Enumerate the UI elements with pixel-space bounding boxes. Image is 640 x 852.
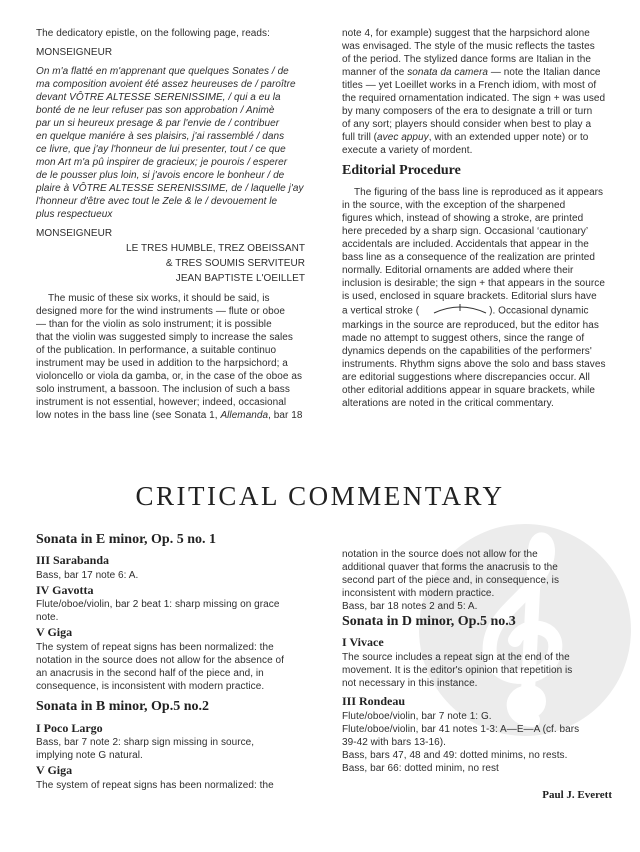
movement-heading: III Sarabanda (36, 553, 110, 567)
editorial-procedure-heading: Editorial Procedure (342, 163, 461, 178)
editorial-paragraph (342, 186, 606, 410)
closing-salutation: MONSEIGNEUR (36, 228, 113, 239)
salutation: MONSEIGNEUR (36, 47, 113, 58)
movement-note: Bass, bar 7 note 2: sharp sign missing in source, implying note G natural. (36, 737, 255, 761)
author-name: Paul J. Everett (542, 789, 612, 801)
sonata-2-heading: Sonata in B minor, Op.5 no.2 (36, 699, 209, 714)
style-paragraph (342, 27, 605, 157)
intro-lead: The dedicatory epistle, on the following page, reads: (36, 28, 270, 39)
italic-term: Allemanda (220, 410, 269, 421)
text-run: ). Occasional dynamic markings in the source are reproduced, but the editor has made no attempt to suggest others, since the range of dynamics depends on the capabilities of the performers' instruments. Rhythm signs above the solo and bass staves are editorial suggestions where discrepancies occur. All other editorial additions appear in square brackets, while alterations are noted in the critical commentary. (342, 305, 606, 409)
movement-heading: I Poco Largo (36, 721, 103, 735)
text-run: note 4, for example) suggest that the harpsichord alone was envisaged. The style of the music reflects the tastes of the period. The stylized dance forms are Italian in the manner of the (342, 28, 595, 78)
text-run: , with an extended upper note) or to execute a variety of mordent. (342, 132, 589, 156)
slur-with-vertical-stroke-icon (419, 303, 489, 319)
critical-commentary-title: CRITICAL COMMENTARY (135, 481, 505, 511)
text-run: The figuring of the bass line is reproduced as it appears in the source, with the exception of the sharpened figures which, instead of showing a stroke, are printed here preceded by a sharp sign. Occasional ‘cautionary’ accidentals are included. Accidentals that appear in the bass line as a consequence of the realization are printed normally. Editorial ornaments are added where their inclusion is desirable; the sign + that appears in the source is used, enclosed in square brackets. Editorial slurs have a vertical stroke ( (342, 187, 605, 317)
movement-heading: I Vivace (342, 635, 384, 649)
dedicatory-epistle: On m'a flatté en m'apprenant que quelques Sonates / de ma composition avoient été assez heureuses de / paroître devant VÔTRE ALTESSE SERENISSIME, / qui a eu la bonté de ne leur refuser pas son approbation / Animè par un si heureux presage & par l'envie de / contribuer en quelque maniére à ses plaisirs, j'ai rassemblé / dans ce livre, que j'ay l'honneur de lui presenter, tout / ce que mon Art m'a pû inspirer de gracieux; je pourois / esperer de le pousser plus loin, si j'avois encore le bonheur / de plaire à VÔTRE ALTESSE SERENISSIME, de / laquelle j'ay l'honneur d'être avec tout le Zele & le / devouement le plus respectueux (36, 66, 304, 220)
text-run: The music of these six works, it should be said, is designed more for the wind instruments — flute or oboe — than for the violin as solo instrument; it is possible that the violin was suggested simply to increase the sales of the publication. In performance, a suitable continuo instrument may be used in addition to the harpsichord; a violoncello or viola da gamba, or, in the case of the oboe as solo instrument, a bassoon. The inclusion of such a bass instrument is not essential, however; indeed, occasional low notes in the bass line (see Sonata 1, (36, 293, 302, 421)
italic-term: avec appuy (377, 132, 429, 143)
epistle-signature: LE TRES HUMBLE, TREZ OBEISSANT & TRES SOUMIS SERVITEUR JEAN BAPTISTE L'OEILLET (126, 243, 305, 284)
sonata-1-heading: Sonata in E minor, Op. 5 no. 1 (36, 532, 216, 547)
movement-heading: V Giga (36, 625, 73, 639)
movement-note: Flute/oboe/violin, bar 7 note 1: G. Flute/oboe/violin, bar 41 notes 1-3: A—E—A (cf. bars 39-42 with bars 13-16). Bass, bars 47, 48 and 49: dotted minims, no rests. Bass, bar 66: dotted minim, no rest (342, 711, 580, 774)
movement-heading: V Giga (36, 763, 73, 777)
movement-note: The system of repeat signs has been normalized: the notation in the source does not allow for the absence of an anacrusis in the second half of the piece and, in consequence, is inconsistent with modern practice. (36, 642, 284, 692)
movement-note: Bass, bar 17 note 6: A. (36, 570, 139, 581)
movement-note: The system of repeat signs has been normalized: the (36, 780, 274, 791)
text-run: , bar 18 (268, 410, 303, 421)
text-run: — note the Italian dance titles — yet Loeillet works in a French idiom, with most of the required ornamentation indicated. The sign + was used by many composers of the era to designate a trill or turn of any sort; players should consider when best to play a full trill ( (342, 67, 606, 143)
movement-note: Flute/oboe/violin, bar 2 beat 1: sharp missing on grace note. (36, 599, 280, 623)
movement-heading: III Rondeau (342, 694, 406, 708)
movement-note: The source includes a repeat sign at the end of the movement. It is the editor's opinion that repetition is not necessary in this instance. (342, 652, 573, 689)
movement-heading: IV Gavotta (36, 583, 94, 597)
sonata-3-heading: Sonata in D minor, Op.5 no.3 (342, 614, 516, 629)
italic-term: sonata da camera (407, 67, 489, 78)
movement-note-continued: notation in the source does not allow for the additional quaver that forms the anacrusis to the second part of the piece and, in consequence, is inconsistent with modern practice. Bass, bar 18 notes 2 and 5: A. (342, 549, 559, 612)
music-paragraph (36, 292, 302, 422)
